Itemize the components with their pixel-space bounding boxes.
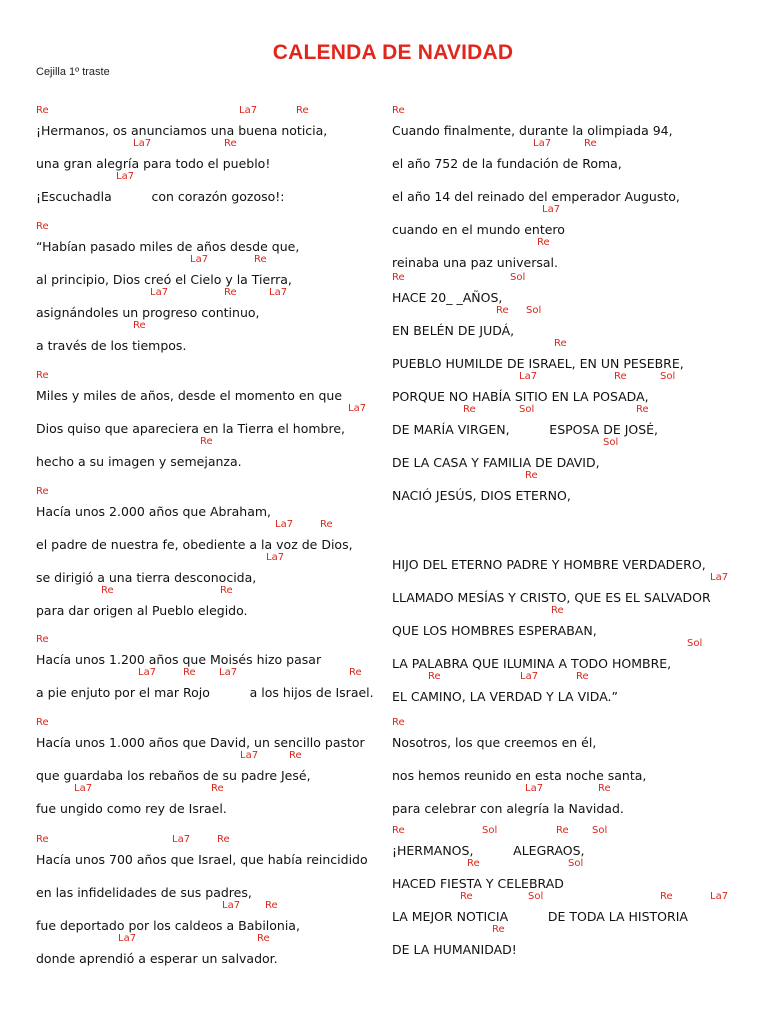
chord-row (36, 320, 396, 334)
chord-row (36, 834, 396, 848)
chord-row (36, 750, 396, 764)
stanza (36, 834, 396, 966)
chord-label: Re (224, 138, 237, 149)
song-line (392, 305, 752, 338)
song-line (392, 404, 752, 437)
chord-label: Re (36, 486, 49, 497)
chord-row (36, 370, 396, 384)
chord-row (392, 572, 752, 586)
song-line (392, 338, 752, 371)
song-line (392, 671, 752, 704)
song-line (392, 825, 752, 858)
lyric-text: donde aprendió a esperar un salvador. (36, 951, 278, 966)
chord-row (392, 858, 752, 872)
chord-label: Re (200, 436, 213, 447)
song-line (392, 924, 752, 957)
song-line (392, 105, 752, 138)
chord-row (36, 783, 396, 797)
chord-label: Re (211, 783, 224, 794)
chord-row (392, 305, 752, 319)
lyric-text: en las infidelidades de sus padres, (36, 885, 252, 900)
stanza (36, 717, 396, 816)
song-line (36, 519, 396, 552)
chord-row (392, 671, 752, 685)
chord-label: Re (183, 667, 196, 678)
stanza (36, 634, 396, 700)
song-line (36, 370, 396, 403)
chord-label: Re (36, 717, 49, 728)
chord-label: La7 (520, 671, 539, 682)
chord-label: La7 (266, 552, 285, 563)
song-line (36, 834, 396, 867)
lyric-text: nos hemos reunido en esta noche santa, (392, 768, 647, 783)
chord-row (36, 254, 396, 268)
chord-label: Re (496, 305, 509, 316)
chord-label: Re (525, 470, 538, 481)
chord-label: Re (660, 891, 673, 902)
chord-label: Re (224, 287, 237, 298)
song-line (36, 320, 396, 353)
song-line (392, 750, 752, 783)
lyric-text: fue ungido como rey de Israel. (36, 801, 227, 816)
chord-row (392, 437, 752, 451)
song-line (392, 638, 752, 671)
chord-label: Sol (687, 638, 703, 649)
chord-row (36, 867, 396, 881)
chord-row (36, 486, 396, 500)
chord-label: Re (289, 750, 302, 761)
stanza (36, 221, 396, 353)
lyric-text: Cuando finalmente, durante la olimpiada 94, (392, 123, 673, 138)
song-line (392, 138, 752, 171)
chord-label: Sol (510, 272, 526, 283)
lyric-text: una gran alegría para todo el pueblo! (36, 156, 271, 171)
chord-label: Re (492, 924, 505, 935)
chord-label: Re (36, 834, 49, 845)
chord-label: La7 (542, 204, 561, 215)
song-line (392, 437, 752, 470)
chord-label: La7 (275, 519, 294, 530)
chord-label: La7 (533, 138, 552, 149)
lyric-text: el año 14 del reinado del emperador Augusto, (392, 189, 680, 204)
chord-row (392, 638, 752, 652)
chord-label: La7 (118, 933, 137, 944)
stanza (392, 717, 752, 816)
chord-label: Re (460, 891, 473, 902)
chord-label: Sol (482, 825, 498, 836)
chord-label: Sol (568, 858, 584, 869)
song-line (392, 605, 752, 638)
lyric-text: se dirigió a una tierra desconocida, (36, 570, 257, 585)
chord-label: Re (220, 585, 233, 596)
song-line (36, 486, 396, 519)
lyric-text: Hacía unos 2.000 años que Abraham, (36, 504, 272, 519)
stanza (36, 370, 396, 469)
chord-label: Re (556, 825, 569, 836)
song-line (392, 858, 752, 891)
chord-label: Re (257, 933, 270, 944)
chord-row (392, 338, 752, 352)
chord-label: Re (576, 671, 589, 682)
song-line (392, 371, 752, 404)
chord-row (36, 585, 396, 599)
chord-label: La7 (219, 667, 238, 678)
lyric-text: a pie enjuto por el mar Rojo a los hijos de Israel. (36, 685, 374, 700)
chord-row (36, 634, 396, 648)
chord-label: La7 (172, 834, 191, 845)
chord-label: Sol (592, 825, 608, 836)
lyric-text: HIJO DEL ETERNO PADRE Y HOMBRE VERDADERO, (392, 557, 706, 572)
page-title: CALENDA DE NAVIDAD (272, 41, 514, 64)
lyric-text: fue deportado por los caldeos a Babilonia, (36, 918, 300, 933)
song-line (36, 436, 396, 469)
song-line (392, 783, 752, 816)
chord-label: Sol (603, 437, 619, 448)
lyric-text: Hacía unos 1.000 años que David, un sencillo pastor (36, 735, 365, 750)
chord-label: Sol (528, 891, 544, 902)
stanza (36, 105, 396, 204)
chord-label: Sol (526, 305, 542, 316)
lyric-text: que guardaba los rebaños de su padre Jesé, (36, 768, 311, 783)
song-line (36, 634, 396, 667)
chord-label: La7 (116, 171, 135, 182)
chord-label: Re (217, 834, 230, 845)
chord-label: Re (428, 671, 441, 682)
chord-label: Re (554, 338, 567, 349)
stanza (392, 272, 752, 503)
chord-label: Re (133, 320, 146, 331)
song-line (392, 891, 752, 924)
chord-row (392, 470, 752, 484)
chord-label: La7 (239, 105, 258, 116)
chord-label: Re (36, 221, 49, 232)
chord-label: La7 (74, 783, 93, 794)
lyric-text: PORQUE NO HABÍA SITIO EN LA POSADA, (392, 389, 649, 404)
chord-label: Sol (660, 371, 676, 382)
song-line (36, 403, 396, 436)
chord-row (392, 204, 752, 218)
chord-label: La7 (190, 254, 209, 265)
chord-row (36, 171, 396, 185)
song-line (36, 138, 396, 171)
song-line (36, 933, 396, 966)
lyric-text: Nosotros, los que creemos en él, (392, 735, 597, 750)
lyric-text: Dios quiso que apareciera en la Tierra el hombre, (36, 421, 345, 436)
chord-row (392, 924, 752, 938)
chord-label: Re (296, 105, 309, 116)
chord-label: La7 (348, 403, 367, 414)
chord-label: Re (636, 404, 649, 415)
lyric-text: LA MEJOR NOTICIA DE TODA LA HISTORIA (392, 909, 688, 924)
chord-label: La7 (269, 287, 288, 298)
chord-label: Re (463, 404, 476, 415)
chord-label: Re (36, 370, 49, 381)
chord-row (392, 891, 752, 905)
chord-row (36, 436, 396, 450)
chord-label: La7 (525, 783, 544, 794)
chord-label: Re (254, 254, 267, 265)
chord-row (36, 933, 396, 947)
chord-row (392, 371, 752, 385)
chord-row (392, 750, 752, 764)
song-line (36, 171, 396, 204)
song-line (36, 783, 396, 816)
chord-row (36, 900, 396, 914)
chord-row (36, 552, 396, 566)
stanza (392, 825, 752, 957)
lyric-text: “Habían pasado miles de años desde que, (36, 239, 300, 254)
song-line (392, 171, 752, 204)
song-line (36, 221, 396, 254)
lyric-text: para dar origen al Pueblo elegido. (36, 603, 248, 618)
chord-label: Re (392, 272, 405, 283)
chord-row (392, 825, 752, 839)
chord-row (36, 403, 396, 417)
chord-row (36, 519, 396, 533)
song-line (36, 867, 396, 900)
chord-label: Re (392, 105, 405, 116)
lyric-text: Hacía unos 700 años que Israel, que había reincidido (36, 852, 368, 867)
lyric-text: ¡HERMANOS, ALEGRAOS, (392, 843, 585, 858)
song-line (36, 287, 396, 320)
chord-row (392, 539, 752, 553)
chord-label: La7 (710, 572, 729, 583)
song-line (36, 750, 396, 783)
lyric-text: LA PALABRA QUE ILUMINA A TODO HOMBRE, (392, 656, 672, 671)
lyric-text: DE LA CASA Y FAMILIA DE DAVID, (392, 455, 600, 470)
song-line (36, 717, 396, 750)
lyric-text: hecho a su imagen y semejanza. (36, 454, 242, 469)
song-line (36, 667, 396, 700)
chord-row (392, 404, 752, 418)
song-line (392, 717, 752, 750)
capo-note: Cejilla 1º traste (36, 66, 110, 78)
chord-label: Re (584, 138, 597, 149)
chord-row (392, 783, 752, 797)
lyric-text: NACIÓ JESÚS, DIOS ETERNO, (392, 488, 571, 503)
chord-label: Re (265, 900, 278, 911)
lyric-text: ¡Escuchadla con corazón gozoso!: (36, 189, 285, 204)
chord-row (392, 138, 752, 152)
chord-row (36, 667, 396, 681)
chord-label: Re (349, 667, 362, 678)
lyric-text: al principio, Dios creó el Cielo y la Tierra, (36, 272, 292, 287)
chord-row (36, 138, 396, 152)
lyric-text: para celebrar con alegría la Navidad. (392, 801, 624, 816)
song-line (36, 585, 396, 618)
lyric-text: reinaba una paz universal. (392, 255, 558, 270)
song-line (392, 272, 752, 305)
lyric-text: DE MARÍA VIRGEN, ESPOSA DE JOSÉ, (392, 422, 659, 437)
chord-label: Re (392, 825, 405, 836)
chord-label: Re (537, 237, 550, 248)
chord-label: La7 (240, 750, 259, 761)
chord-label: Re (467, 858, 480, 869)
chord-label: Re (36, 105, 49, 116)
chord-row (392, 171, 752, 185)
song-line (392, 539, 752, 572)
lyric-text: QUE LOS HOMBRES ESPERABAN, (392, 623, 597, 638)
lyric-text: ¡Hermanos, os anunciamos una buena noticia, (36, 123, 328, 138)
chord-label: La7 (519, 371, 538, 382)
stanza (392, 105, 752, 270)
lyric-text: HACE 20_ _AÑOS, (392, 290, 503, 305)
chord-row (392, 105, 752, 119)
chord-row (36, 717, 396, 731)
lyric-text: HACED FIESTA Y CELEBRAD (392, 876, 564, 891)
chord-row (392, 717, 752, 731)
chord-label: Re (598, 783, 611, 794)
lyric-text: asignándoles un progreso continuo, (36, 305, 260, 320)
chord-label: Re (392, 717, 405, 728)
stanza (392, 539, 752, 704)
stanza (36, 486, 396, 618)
song-line (392, 237, 752, 270)
lyric-text: DE LA HUMANIDAD! (392, 942, 517, 957)
chord-label: Re (36, 634, 49, 645)
chord-row (36, 105, 396, 119)
song-line (36, 254, 396, 287)
chord-row (392, 605, 752, 619)
lyric-text: cuando en el mundo entero (392, 222, 565, 237)
lyric-text: a través de los tiempos. (36, 338, 187, 353)
song-line (36, 552, 396, 585)
lyric-text: EL CAMINO, LA VERDAD Y LA VIDA.” (392, 689, 618, 704)
chord-row (392, 272, 752, 286)
chord-label: Re (101, 585, 114, 596)
chord-label: Sol (519, 404, 535, 415)
lyric-text: PUEBLO HUMILDE DE ISRAEL, EN UN PESEBRE, (392, 356, 684, 371)
lyric-text: EN BELÉN DE JUDÁ, (392, 323, 515, 338)
song-line (36, 105, 396, 138)
lyric-text: LLAMADO MESÍAS Y CRISTO, QUE ES EL SALVADOR (392, 590, 711, 605)
chord-row (36, 221, 396, 235)
song-line (36, 900, 396, 933)
chord-label: Re (551, 605, 564, 616)
song-line (392, 572, 752, 605)
chord-label: La7 (150, 287, 169, 298)
lyric-text: el padre de nuestra fe, obediente a la voz de Dios, (36, 537, 353, 552)
lyric-text: Hacía unos 1.200 años que Moisés hizo pasar (36, 652, 322, 667)
song-line (392, 204, 752, 237)
song-line (392, 470, 752, 503)
chord-label: Re (320, 519, 333, 530)
lyric-text: Miles y miles de años, desde el momento en que (36, 388, 343, 403)
lyric-text: el año 752 de la fundación de Roma, (392, 156, 622, 171)
chord-label: La7 (133, 138, 152, 149)
chord-label: Re (614, 371, 627, 382)
chord-label: La7 (222, 900, 241, 911)
chord-row (392, 237, 752, 251)
chord-label: La7 (710, 891, 729, 902)
chord-label: La7 (138, 667, 157, 678)
chord-row (36, 287, 396, 301)
